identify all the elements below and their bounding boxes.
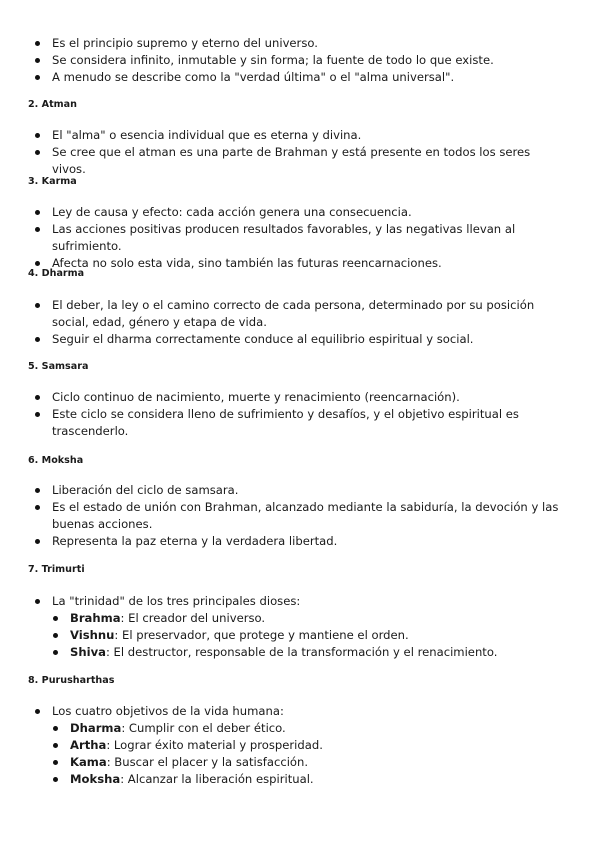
term: Artha [70, 738, 107, 752]
list-item: Ciclo continuo de nacimiento, muerte y renacimiento (reencarnación). [34, 389, 564, 406]
list-item: Es el estado de unión con Brahman, alcanzado mediante la sabiduría, la devoción y las buenas acciones. [34, 499, 564, 533]
dharma-list [34, 297, 564, 348]
section-heading-moksha: 6. Moksha [28, 455, 84, 466]
list-item: Es el principio supremo y eterno del universo. [34, 35, 564, 52]
list-item: Afecta no solo esta vida, sino también las futuras reencarnaciones. [34, 255, 564, 272]
brahman-list [34, 35, 564, 86]
samsara-list [34, 389, 564, 440]
definition: : Alcanzar la liberación espiritual. [120, 772, 314, 786]
definition: : El creador del universo. [120, 611, 266, 625]
definition: : Buscar el placer y la satisfacción. [106, 755, 309, 769]
list-item [34, 703, 564, 788]
trimurti-list [34, 593, 564, 661]
term: Moksha [70, 772, 121, 786]
sub-list-item [52, 771, 564, 788]
term: Brahma [70, 611, 121, 625]
section-heading-samsara: 5. Samsara [28, 361, 89, 372]
definition: : Lograr éxito material y prosperidad. [106, 738, 323, 752]
purusharthas-list [34, 703, 564, 788]
list-item: A menudo se describe como la "verdad última" o el "alma universal". [34, 69, 564, 86]
karma-list [34, 204, 564, 272]
sub-list-item [52, 754, 564, 771]
sub-list-item [52, 627, 564, 644]
term: Dharma [70, 721, 122, 735]
definition: : Cumplir con el deber ético. [121, 721, 286, 735]
list-item: Ley de causa y efecto: cada acción genera una consecuencia. [34, 204, 564, 221]
section-heading-karma: 3. Karma [28, 176, 77, 187]
term: Vishnu [70, 628, 115, 642]
list-item: El deber, la ley o el camino correcto de cada persona, determinado por su posición social, edad, género y etapa de vida. [34, 297, 564, 331]
list-item: Representa la paz eterna y la verdadera libertad. [34, 533, 564, 550]
list-item [34, 593, 564, 661]
list-item-text: Los cuatro objetivos de la vida humana: [52, 704, 284, 718]
sub-list-item [52, 644, 564, 661]
term: Kama [70, 755, 107, 769]
list-item: Se considera infinito, inmutable y sin forma; la fuente de todo lo que existe. [34, 52, 564, 69]
list-item: Seguir el dharma correctamente conduce al equilibrio espiritual y social. [34, 331, 564, 348]
term: Shiva [70, 645, 106, 659]
moksha-list [34, 482, 564, 550]
list-item: Este ciclo se considera lleno de sufrimiento y desafíos, y el objetivo espiritual es trascenderlo. [34, 406, 564, 440]
sub-list-item [52, 610, 564, 627]
sub-list-item [52, 737, 564, 754]
definition: : El destructor, responsable de la transformación y el renacimiento. [105, 645, 498, 659]
section-heading-dharma: 4. Dharma [28, 268, 85, 279]
section-heading-purusharthas: 8. Purusharthas [28, 675, 115, 686]
list-item: Liberación del ciclo de samsara. [34, 482, 564, 499]
atman-list [34, 127, 564, 178]
definition: : El preservador, que protege y mantiene el orden. [114, 628, 409, 642]
list-item: Las acciones positivas producen resultados favorables, y las negativas llevan al sufrimiento. [34, 221, 564, 255]
list-item: Se cree que el atman es una parte de Brahman y está presente en todos los seres vivos. [34, 144, 564, 178]
section-heading-atman: 2. Atman [28, 99, 77, 110]
list-item: El "alma" o esencia individual que es eterna y divina. [34, 127, 564, 144]
sub-list [52, 610, 564, 661]
sub-list [52, 720, 564, 788]
section-heading-trimurti: 7. Trimurti [28, 564, 85, 575]
sub-list-item [52, 720, 564, 737]
list-item-text: La "trinidad" de los tres principales dioses: [52, 594, 301, 608]
